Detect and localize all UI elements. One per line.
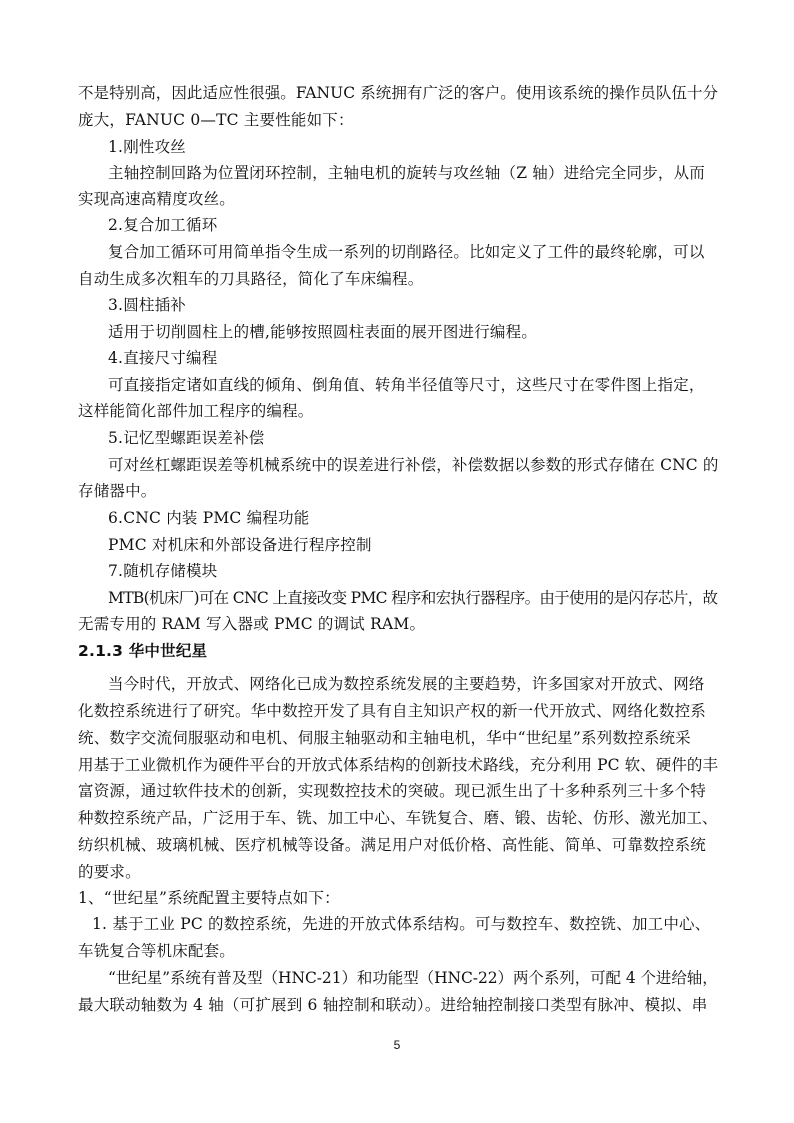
list-heading: 6.CNC 内装 PMC 编程功能 (108, 509, 310, 527)
list-heading: 5.记忆型螺距误差补偿 (108, 429, 265, 447)
text-line: “世纪星”系统有普及型（HNC-21）和功能型（HNC-22）两个系列，可配 4 个进给轴， (108, 969, 718, 987)
text-line: PMC 对机床和外部设备进行程序控制 (108, 536, 372, 554)
text-line: 可对丝杠螺距误差等机械系统中的误差进行补偿，补偿数据以参数的形式存储在 CNC 的 (108, 456, 719, 474)
text-line: 富资源，通过软件技术的创新，实现数控技术的突破。现已派生出了十多种系列三十多个特 (78, 782, 707, 800)
text-line: 统、数字交流伺服驱动和电机、伺服主轴驱动和主轴电机，华中“世纪星”系列数控系统采 (78, 729, 691, 747)
list-heading: 2.复合加工循环 (108, 216, 218, 234)
text-line: 可直接指定诸如直线的倾角、倒角值、转角半径值等尺寸，这些尺寸在零件图上指定， (108, 376, 705, 394)
text-line: 实现高速高精度攻丝。 (78, 190, 236, 208)
list-heading: 7.随机存储模块 (108, 562, 218, 580)
text-line: 不是特别高，因此适应性很强。FANUC 系统拥有广泛的客户。使用该系统的操作员队伍十分 (78, 84, 719, 102)
text-line: 无需专用的 RAM 写入器或 PMC 的调试 RAM。 (78, 615, 426, 633)
text-line: MTB(机床厂)可在 CNC 上直接改变 PMC 程序和宏执行器程序。由于使用的是闪存芯片，故 (108, 589, 718, 607)
text-line: 存储器中。 (78, 482, 157, 500)
text-line: 主轴控制回路为位置闭环控制，主轴电机的旋转与攻丝轴（Z 轴）进给完全同步，从而 (108, 164, 705, 182)
list-heading: 3.圆柱插补 (108, 296, 186, 314)
text-line: 复合加工循环可用简单指令生成一系列的切削路径。比如定义了工件的最终轮廓，可以 (108, 243, 705, 261)
list-heading: 1.刚性攻丝 (108, 138, 186, 156)
text-line: 这样能简化部件加工程序的编程。 (78, 402, 314, 420)
section-heading: 2.1.3 华中世纪星 (78, 642, 208, 660)
text-line: 纺织机械、玻璃机械、医疗机械等设备。满足用户对低价格、高性能、简单、可靠数控系统 (78, 836, 707, 854)
list-heading: 4.直接尺寸编程 (108, 349, 218, 367)
text-line: 庞大，FANUC 0—TC 主要性能如下： (78, 111, 354, 129)
text-line: 化数控系统进行了研究。华中数控开发了具有自主知识产权的新一代开放式、网络化数控系 (78, 702, 707, 720)
text-line: 1、“世纪星”系统配置主要特点如下： (78, 889, 340, 907)
text-line: 用基于工业微机作为硬件平台的开放式体系结构的创新技术路线，充分利用 PC 软、硬件的丰 (78, 756, 719, 774)
text-line: 车铣复合等机床配套。 (78, 942, 236, 960)
text-line: 自动生成多次粗车的刀具路径，简化了车床编程。 (78, 270, 424, 288)
text-line: 1. 基于工业 PC 的数控系统，先进的开放式体系结构。可与数控车、数控铣、加工中心、 (92, 915, 711, 933)
text-line: 种数控系统产品，广泛用于车、铣、加工中心、车铣复合、磨、锻、齿轮、仿形、激光加工、 (78, 809, 718, 827)
text-line: 的要求。 (78, 863, 141, 881)
text-line: 适用于切削圆柱上的槽,能够按照圆柱表面的展开图进行编程。 (108, 323, 538, 341)
page-number: 5 (393, 1038, 401, 1052)
text-line: 最大联动轴数为 4 轴（可扩展到 6 轴控制和联动）。进给轴控制接口类型有脉冲、模拟、串 (78, 996, 708, 1014)
text-line: 当今时代，开放式、网络化已成为数控系统发展的主要趋势，许多国家对开放式、网络 (108, 675, 705, 693)
